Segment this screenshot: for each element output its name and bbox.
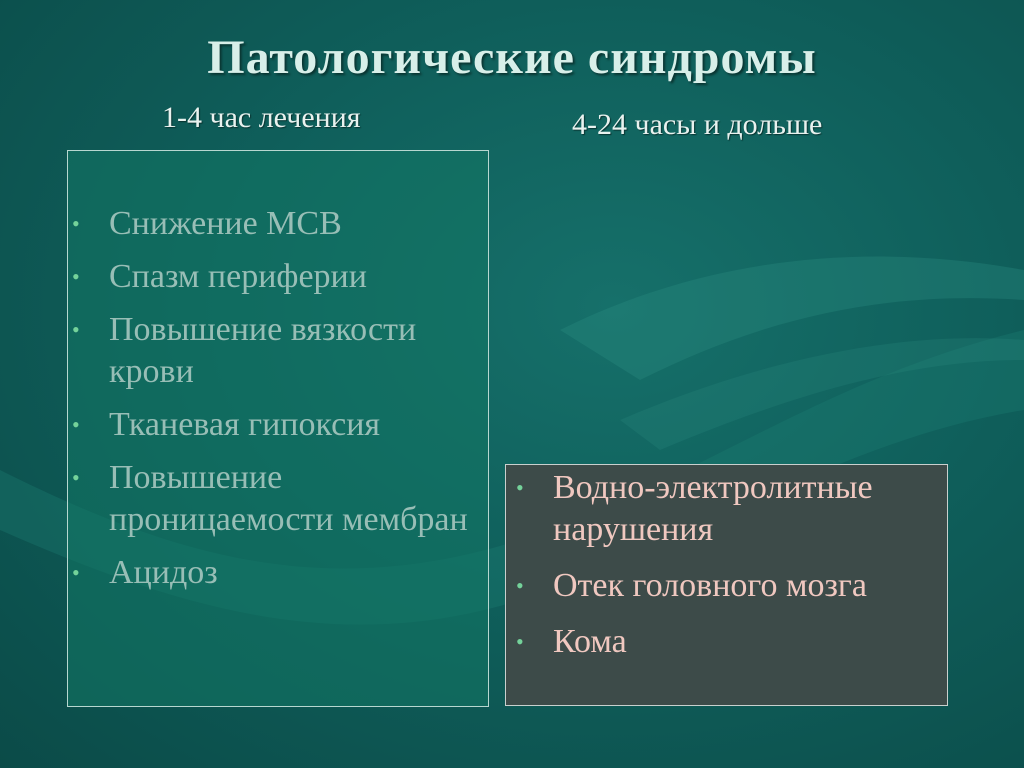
bullet-icon: • [516,475,524,500]
list-item-text: Повышение вязкости крови [109,311,417,390]
list-item [68,457,488,541]
list-item [68,309,488,393]
left-syndrome-list [68,151,488,594]
right-column-heading: 4-24 часы и дольше [572,108,823,141]
right-syndrome-list [506,465,947,663]
list-item-text: Повышение проницаемости мембран [109,459,468,538]
bullet-icon: • [72,264,80,289]
list-item-text: Тканевая гипоксия [109,406,381,443]
list-item [68,404,488,446]
left-column-heading: 1-4 час лечения [162,101,361,134]
right-syndrome-box [505,464,948,706]
list-item [68,552,488,594]
list-item-text: Отек головного мозга [553,567,867,604]
list-item-text: Ацидоз [109,554,218,591]
list-item [506,565,947,607]
list-item [506,621,947,663]
slide-title: Патологические синдромы [207,31,817,84]
list-item-text: Кома [553,623,627,660]
list-item-text: Водно-электролитные нарушения [553,469,873,548]
bullet-icon: • [72,412,80,437]
left-syndrome-box [67,150,489,707]
list-item [68,203,488,245]
list-item [68,256,488,298]
bullet-icon: • [72,211,80,236]
list-item-text: Снижение МСВ [109,205,342,242]
bullet-icon: • [72,560,80,585]
bullet-icon: • [516,629,524,654]
bullet-icon: • [516,573,524,598]
list-item-text: Спазм периферии [109,258,367,295]
bullet-icon: • [72,317,80,342]
list-item [506,467,947,551]
bullet-icon: • [72,465,80,490]
